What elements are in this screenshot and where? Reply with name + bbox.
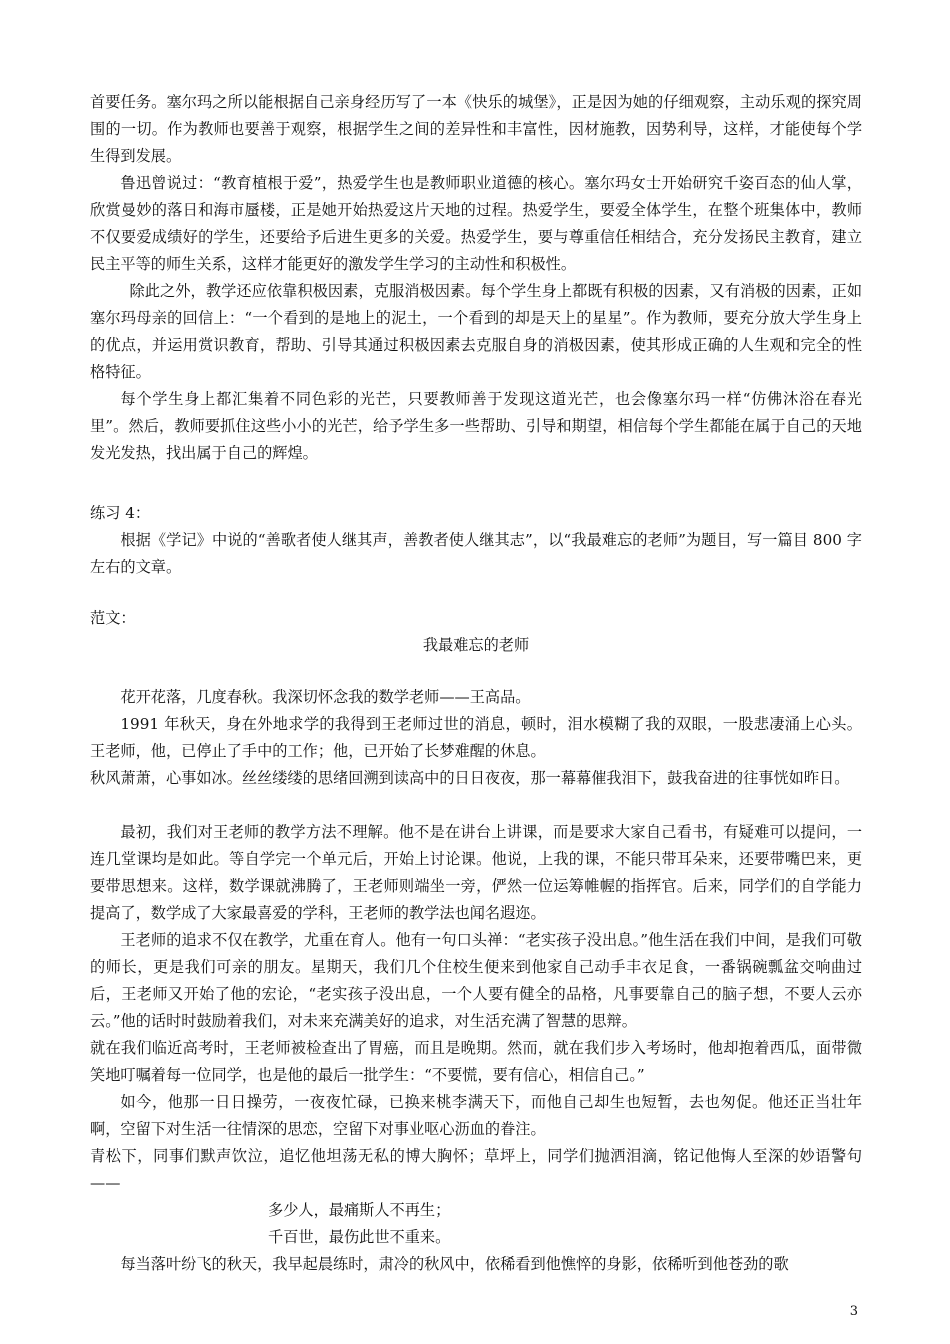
paragraph: 1991 年秋天，身在外地求学的我得到王老师过世的消息，顿时，泪水模糊了我的双眼，一股悲凄涌上心头。王老师，他，已停止了手中的工作；他，已开始了长梦难醒的休息。 [90,715,862,760]
paragraph: 每个学生身上都汇集着不同色彩的光芒，只要教师善于发现这道光芒，也会像塞尔玛一样“仿佛沐浴在春光里”。然后，教师要抓住这些小小的光芒，给予学生多一些帮助、引导和期望，相信每个学生都能在属于自己的天地发光发热，找出属于自己的辉煌。 [90,390,862,462]
paragraph: 每当落叶纷飞的秋天，我早起晨练时，肃冷的秋风中，依稀看到他憔悴的身影，依稀听到他苍劲的歌 [120,1255,789,1273]
poem-line: 多少人，最痛斯人不再生； [268,1201,451,1219]
paragraph: 花开花落，几度春秋。我深切怀念我的数学老师——王高品。 [120,688,531,706]
paragraph: 就在我们临近高考时，王老师被检查出了胃癌，而且是晚期。然而，就在我们步入考场时，他却抱着西瓜，面带微笑地叮嘱着每一位同学，也是他的最后一批学生：“不要慌，要有信心，相信自己。” [90,1039,862,1084]
paragraph: 王老师的追求不仅在教学，尤重在育人。他有一句口头禅：“老实孩子没出息。”他生活在我们中间，是我们可敬的师长，更是我们可亲的朋友。星期天，我们几个住校生便来到他家自己动手丰衣足食，一番锅碗瓢盆交响曲过后，王老师又开始了他的宏论，“老实孩子没出息，一个人要有健全的品格，凡事要靠自己的脑子想，不要人云亦云。”他的话时时鼓励着我们，对未来充满美好的追求，对生活充满了智慧的思辩。 [90,931,862,1030]
paragraph: 最初，我们对王老师的教学方法不理解。他不是在讲台上讲课，而是要求大家自己看书，有疑难可以提问，一连几堂课均是如此。等自学完一个单元后，开始上讨论课。他说，上我的课，不能只带耳朵来，还要带嘴巴来，更要带思想来。这样，数学课就沸腾了，王老师则端坐一旁，俨然一位运筹帷幄的指挥官。后来，同学们的自学能力提高了，数学成了大家最喜爱的学科，王老师的教学法也闻名遐迩。 [90,823,862,922]
essay-label: 范文： [90,609,136,627]
poem-line: 千百世，最伤此世不重来。 [268,1228,451,1246]
paragraph: 青松下，同事们默声饮泣，追忆他坦荡无私的博大胸怀；草坪上，同学们抛洒泪滴，铭记他悔人至深的妙语警句—— [90,1147,862,1192]
paragraph: 秋风萧萧，心事如冰。丝丝缕缕的思绪回溯到读高中的日日夜夜，那一幕幕催我泪下，鼓我奋进的往事恍如昨日。 [90,769,850,787]
paragraph: 首要任务。塞尔玛之所以能根据自己亲身经历写了一本《快乐的城堡》，正是因为她的仔细观察，主动乐观的探究周围的一切。作为教师也要善于观察，根据学生之间的差异性和丰富性，因材施教，因势利导，这样，才能使每个学生得到发展。 [90,93,862,165]
paragraph: 除此之外，教学还应依靠积极因素，克服消极因素。每个学生身上都既有积极的因素，又有消极的因素，正如塞尔玛母亲的回信上：“一个看到的是地上的泥土，一个看到的却是天上的星星”。作为教师，要充分放大学生身上的优点，并运用赏识教育，帮助、引导其通过积极因素去克服自身的消极因素，使其形成正确的人生观和完全的性格特征。 [90,282,862,381]
essay-title: 我最难忘的老师 [422,636,530,654]
exercise-prompt: 根据《学记》中说的“善歌者使人继其声，善教者使人继其志”，以“我最难忘的老师”为题目，写一篇目 800 字左右的文章。 [90,531,862,576]
exercise-label: 练习 4： [90,504,151,522]
paragraph: 如今，他那一日日操劳，一夜夜忙碌，已换来桃李满天下，而他自己却生也短暂，去也匆促。他还正当壮年啊，空留下对生活一往情深的思恋，空留下对事业呕心沥血的眷注。 [90,1093,862,1138]
paragraph: 鲁迅曾说过：“教育植根于爱”，热爱学生也是教师职业道德的核心。塞尔玛女士开始研究千姿百态的仙人掌，欣赏曼妙的落日和海市蜃楼，正是她开始热爱这片天地的过程。热爱学生，要爱全体学生，在整个班集体中，教师不仅要爱成绩好的学生，还要给予后进生更多的关爱。热爱学生，要与尊重信任相结合，充分发扬民主教育，建立民主平等的师生关系，这样才能更好的激发学生学习的主动性和积极性。 [90,174,862,273]
page-number: 3 [849,1304,858,1319]
